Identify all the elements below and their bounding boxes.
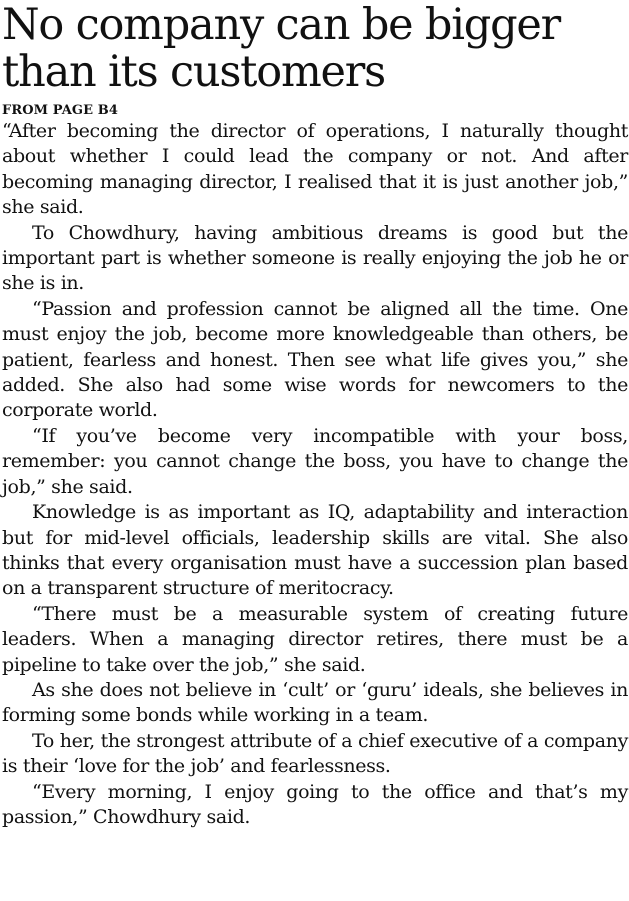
article-body (2, 119, 628, 830)
paragraph: “Passion and profession cannot be aligned all the time. One must enjoy the job, become more knowledgeable than others, be patient, fearless and honest. Then see what life gives you,” she added. She also had some wise words for newcomers to the corporate world. (2, 297, 628, 422)
jump-line: FROM PAGE B4 (2, 103, 118, 118)
article (2, 2, 628, 830)
paragraph: “After becoming the director of operations, I naturally thought about whether I could lead the company or not. And after becoming managing director, I realised that it is just another job,” she said. (2, 120, 628, 219)
paragraph: “There must be a measurable system of creating future leaders. When a managing director retires, there must be a pipeline to take over the job,” she said. (2, 602, 628, 676)
paragraph: Knowledge is as important as IQ, adaptability and interaction but for mid-level officials, leadership skills are vital. She also thinks that every organisation must have a succession plan based on a transparent structure of meritocracy. (2, 501, 628, 600)
paragraph: To Chowdhury, having ambitious dreams is good but the important part is whether someone is really enjoying the job he or she is in. (2, 221, 628, 295)
headline: No company can be bigger than its customers (2, 0, 560, 97)
paragraph: “If you’ve become very incompatible with your boss, remember: you cannot change the boss, you have to change the job,” she said. (2, 424, 628, 498)
paragraph: “Every morning, I enjoy going to the office and that’s my passion,” Chowdhury said. (2, 780, 628, 828)
paragraph: As she does not believe in ‘cult’ or ‘guru’ ideals, she believes in forming some bonds while working in a team. (2, 678, 628, 727)
paragraph: To her, the strongest attribute of a chief executive of a company is their ‘love for the job’ and fearlessness. (2, 729, 628, 778)
